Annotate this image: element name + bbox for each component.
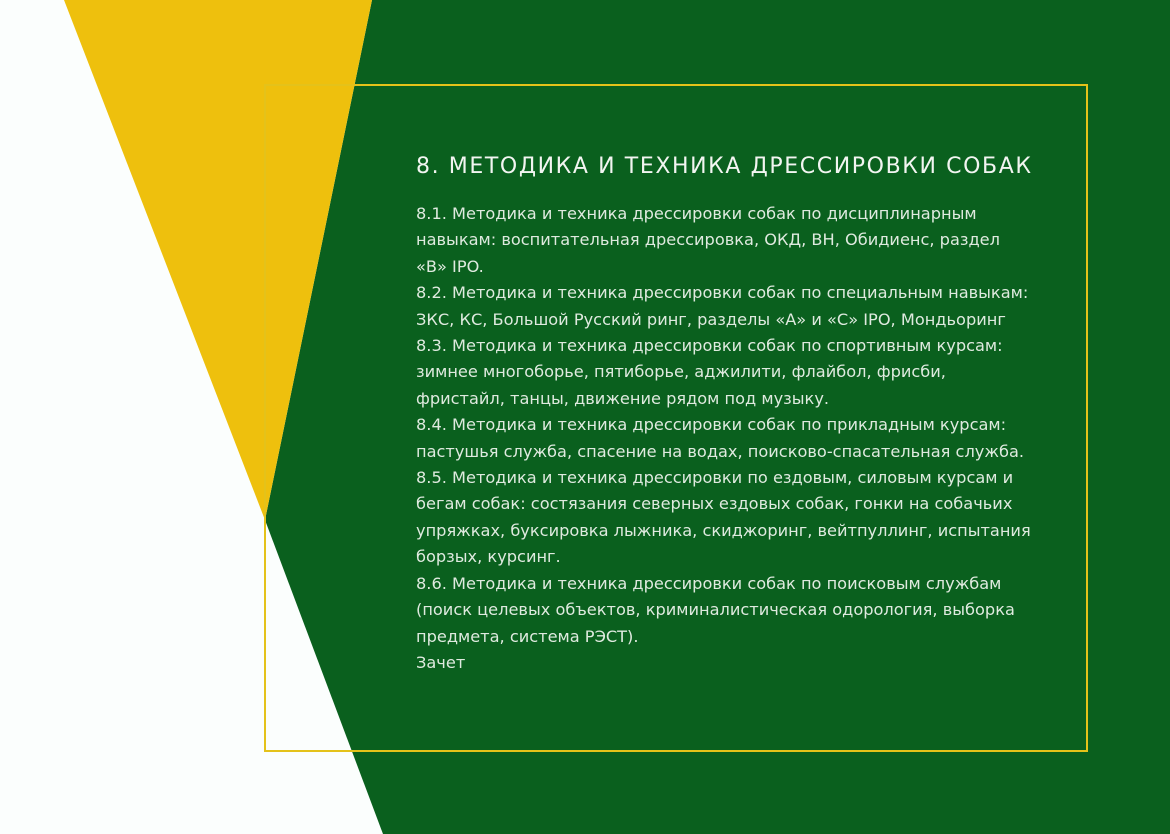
content-block xyxy=(416,154,1036,676)
list-item: 8.4. Методика и техника дрессировки собак по прикладным курсам: пастушья служба, спасение на водах, поисково-спасательная служба. xyxy=(416,415,1025,461)
list-item: 8.3. Методика и техника дрессировки собак по спортивным курсам: зимнее многоборье, пятиборье, аджилити, флайбол, фрисби, фристайл, танцы, движение рядом под музыку. xyxy=(416,336,1003,408)
list-item: Зачет xyxy=(416,652,466,672)
list-item: 8.6. Методика и техника дрессировки собак по поисковым службам (поиск целевых объектов, криминалистическая одорология, выборка предмета, система РЭСТ). xyxy=(416,573,1015,646)
list-item: 8.2. Методика и техника дрессировки собак по специальным навыкам: ЗКС, КС, Большой Русский ринг, разделы «А» и «С» IPO, Мондьоринг xyxy=(416,283,1029,329)
list-item: 8.1. Методика и техника дрессировки собак по дисциплинарным навыкам: воспитательная дрессировка, ОКД, ВН, Обидиенс, раздел «В» IPO. xyxy=(416,204,1000,276)
list-item: 8.5. Методика и техника дрессировки по ездовым, силовым курсам и бегам собак: состязания северных ездовых собак, гонки на собачьих упряжках, буксировка лыжника, скиджоринг, вейтпуллинг, испытания борзых, курсинг. xyxy=(416,468,1031,567)
page-title: 8. МЕТОДИКА И ТЕХНИКА ДРЕССИРОВКИ СОБАК xyxy=(416,154,1033,179)
